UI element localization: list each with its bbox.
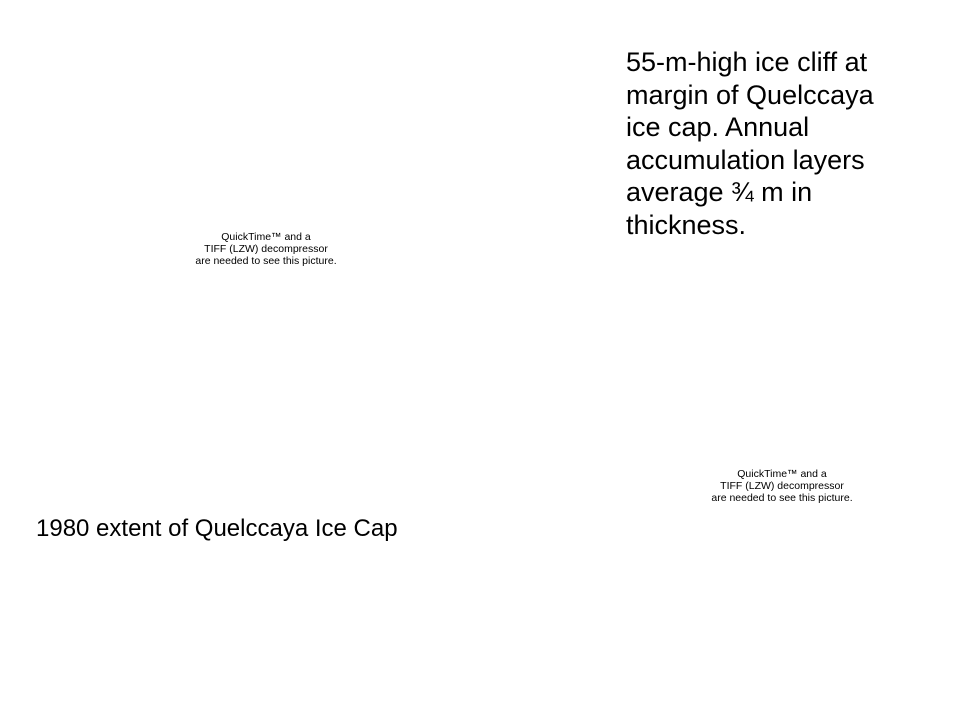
quicktime-placeholder-right [704,468,860,504]
quicktime-placeholder-left [176,231,356,267]
caption-line: margin of Quelccaya [626,79,874,110]
placeholder-line: are needed to see this picture. [195,255,337,267]
placeholder-line: QuickTime™ and a [737,468,827,480]
placeholder-line: TIFF (LZW) decompressor [204,243,328,255]
caption-line: ice cap. Annual [626,112,810,142]
caption-line: thickness. [626,209,747,240]
placeholder-line: QuickTime™ and a [221,231,311,243]
caption-line: 55-m-high ice cliff at [626,47,868,77]
placeholder-line: are needed to see this picture. [711,492,853,504]
ice-cap-extent-caption: 1980 extent of Quelccaya Ice Cap [36,515,398,542]
ice-cliff-caption [626,46,946,241]
caption-line: accumulation layers [626,144,865,175]
placeholder-line: TIFF (LZW) decompressor [720,480,844,492]
caption-line: average ¾ m in [626,177,813,207]
